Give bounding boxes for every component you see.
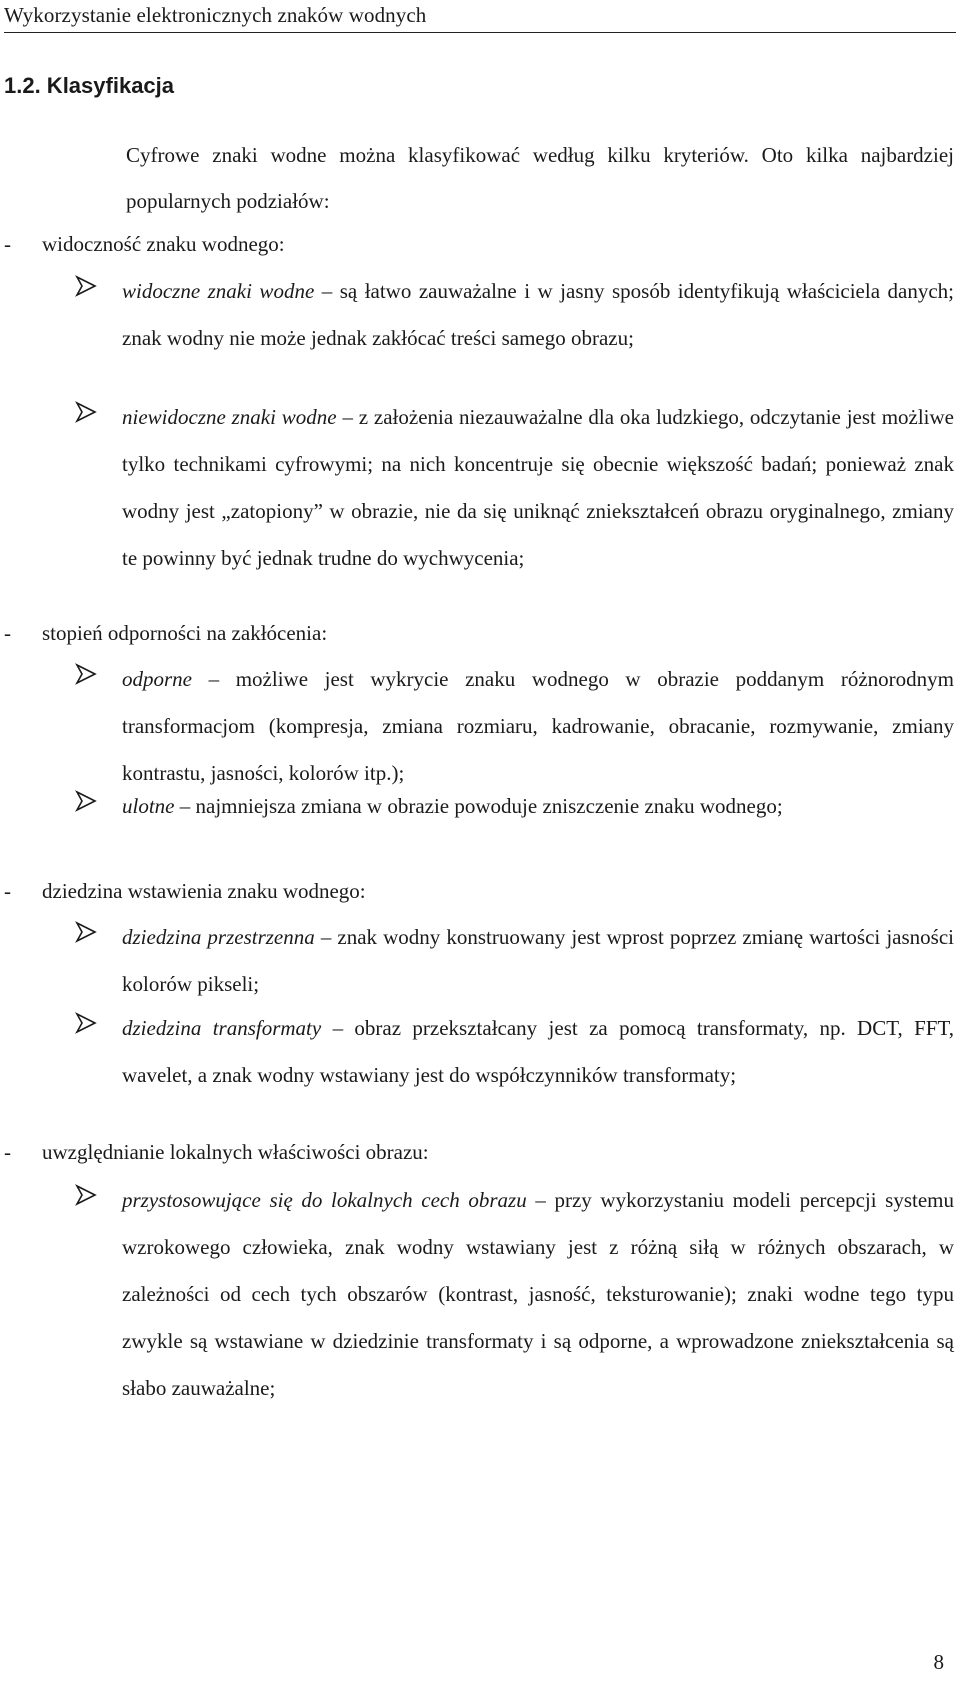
header-rule: [4, 32, 956, 33]
intro-paragraph: [4, 132, 954, 224]
arrowhead-bullet-icon: [74, 274, 98, 298]
intro-text: Cyfrowe znaki wodne można klasyfikować według kilku kryteriów. Oto kilka najbardziej popularnych podziałów:: [126, 143, 954, 213]
dash-marker: -: [4, 879, 11, 903]
term: niewidoczne znaki wodne: [122, 405, 337, 429]
criterion-label: widoczność znaku wodnego:: [42, 232, 285, 256]
arrowhead-bullet-icon: [74, 1183, 98, 1207]
arrowhead-bullet-icon: [74, 662, 98, 686]
arrowhead-bullet-icon: [74, 920, 98, 944]
list-item-body: [122, 394, 954, 582]
running-header-title: Wykorzystanie elektronicznych znaków wodnych: [4, 3, 427, 27]
list-item-body: [122, 1005, 954, 1099]
dash-marker: -: [4, 1140, 11, 1164]
term: dziedzina przestrzenna: [122, 925, 315, 949]
term: odporne: [122, 667, 192, 691]
list-item-body: [122, 656, 954, 797]
list-item-body: [122, 914, 954, 1008]
description: – najmniejsza zmiana w obrazie powoduje zniszczenie znaku wodnego;: [174, 794, 783, 818]
criterion-label: dziedzina wstawienia znaku wodnego:: [42, 879, 366, 903]
section-heading: 1.2. Klasyfikacja: [4, 73, 175, 98]
page-number: 8: [933, 1650, 944, 1674]
dash-marker: -: [4, 621, 11, 645]
arrowhead-bullet-icon: [74, 1011, 98, 1035]
term: przystosowujące się do lokalnych cech obrazu: [122, 1188, 527, 1212]
description: – możliwe jest wykrycie znaku wodnego w obrazie poddanym różnorodnym transformacjom (kompresja, zmiana rozmiaru, kadrowanie, obracanie, rozmywanie, zmiany kontrastu, jasności, kolorów itp.);: [122, 667, 954, 785]
list-item-body: [122, 268, 954, 362]
term: ulotne: [122, 794, 175, 818]
criterion-label: uwzględnianie lokalnych właściwości obrazu:: [42, 1140, 429, 1164]
term: dziedzina transformaty: [122, 1016, 322, 1040]
dash-marker: -: [4, 232, 11, 256]
list-item-body: [122, 783, 954, 830]
description: – znak wodny konstruowany jest wprost poprzez zmianę wartości jasności kolorów pikseli;: [122, 925, 954, 996]
description: – obraz przekształcany jest za pomocą transformaty, np. DCT, FFT, wavelet, a znak wodny wstawiany jest do współczynników transformaty;: [122, 1016, 954, 1087]
arrowhead-bullet-icon: [74, 789, 98, 813]
term: widoczne znaki wodne: [122, 279, 315, 303]
list-item-body: [122, 1177, 954, 1412]
page-header: [0, 0, 960, 44]
criterion-label: stopień odporności na zakłócenia:: [42, 621, 328, 645]
arrowhead-bullet-icon: [74, 400, 98, 424]
description: – są łatwo zauważalne i w jasny sposób identyfikują właściciela danych; znak wodny nie może jednak zakłócać treści samego obrazu;: [122, 279, 954, 350]
description: – przy wykorzystaniu modeli percepcji systemu wzrokowego człowieka, znak wodny wstawiany jest z różną siłą w różnych obszarach, w zależności od cech tych obszarów (kontrast, jasność, teksturowanie); znaki wodne tego typu zwykle są wstawiane w dziedzinie transformaty i są odporne, a wprowadzone zniekształcenia są słabo zauważalne;: [122, 1188, 955, 1400]
description: – z założenia niezauważalne dla oka ludzkiego, odczytanie jest możliwe tylko technikami cyfrowymi; na nich koncentruje się obecnie większość badań; ponieważ znak wodny jest „zatopiony” w obrazie, nie da się uniknąć zniekształceń obrazu oryginalnego, zmiany te powinny być jednak trudne do wychwycenia;: [122, 405, 955, 570]
